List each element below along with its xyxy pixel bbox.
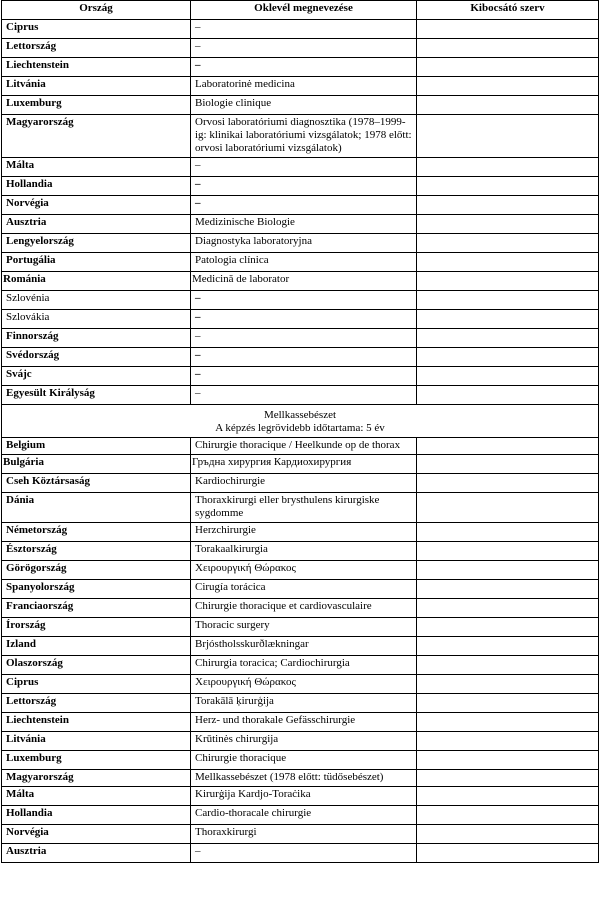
- header-issuer: Kibocsátó szerv: [417, 1, 599, 20]
- title-cell: Χειρουργική Θώρακος: [191, 675, 417, 694]
- issuer-cell: [417, 751, 599, 770]
- table-row: [2, 329, 599, 348]
- title-cell: Chirurgia toracica; Cardiochirurgia: [191, 656, 417, 675]
- issuer-cell: [417, 656, 599, 675]
- table-row: [2, 234, 599, 253]
- title-cell: Krūtinės chirurgija: [191, 732, 417, 751]
- issuer-cell: [417, 732, 599, 751]
- table-row: [2, 561, 599, 580]
- issuer-cell: [417, 272, 599, 291]
- country-cell: Lettország: [2, 694, 191, 713]
- issuer-cell: [417, 310, 599, 329]
- title-cell: Brjóstholsskurðlækningar: [191, 637, 417, 656]
- country-cell: Franciaország: [2, 599, 191, 618]
- country-cell: Egyesült Királyság: [2, 386, 191, 405]
- issuer-cell: [417, 599, 599, 618]
- issuer-cell: [417, 291, 599, 310]
- title-cell: –: [191, 20, 417, 39]
- country-cell: Cseh Köztársaság: [2, 474, 191, 493]
- issuer-cell: [417, 58, 599, 77]
- table-row: [2, 177, 599, 196]
- table-row: [2, 196, 599, 215]
- country-cell: Liechtenstein: [2, 713, 191, 732]
- country-cell: Liechtenstein: [2, 58, 191, 77]
- country-cell: Ciprus: [2, 20, 191, 39]
- issuer-cell: [417, 455, 599, 474]
- title-cell: –: [191, 39, 417, 58]
- issuer-cell: [417, 329, 599, 348]
- section-subtitle: A képzés legrövidebb időtartama: 5 év: [215, 422, 385, 434]
- issuer-cell: [417, 158, 599, 177]
- header-row: [2, 1, 599, 20]
- issuer-cell: [417, 177, 599, 196]
- title-cell: Χειρουργική Θώρακος: [191, 561, 417, 580]
- issuer-cell: [417, 234, 599, 253]
- title-cell: Chirurgie thoracique / Heelkunde op de thorax: [191, 438, 417, 455]
- title-cell: –: [191, 196, 417, 215]
- table-row: [2, 253, 599, 272]
- country-cell: Izland: [2, 637, 191, 656]
- table-row: [2, 58, 599, 77]
- country-cell: Málta: [2, 787, 191, 806]
- table-row: [2, 272, 599, 291]
- table-row: [2, 455, 599, 474]
- country-cell: Belgium: [2, 438, 191, 455]
- title-cell: Patologia clínica: [191, 253, 417, 272]
- issuer-cell: [417, 438, 599, 455]
- table-row: [2, 694, 599, 713]
- country-cell: Lettország: [2, 39, 191, 58]
- table-row: [2, 713, 599, 732]
- title-cell: Herz- und thorakale Gefässchirurgie: [191, 713, 417, 732]
- title-cell: Biologie clinique: [191, 96, 417, 115]
- title-cell: –: [191, 177, 417, 196]
- country-cell: Németország: [2, 523, 191, 542]
- title-cell: Kardiochirurgie: [191, 474, 417, 493]
- issuer-cell: [417, 474, 599, 493]
- table-row: [2, 158, 599, 177]
- title-cell: –: [191, 58, 417, 77]
- country-cell: Litvánia: [2, 77, 191, 96]
- table-row: [2, 474, 599, 493]
- issuer-cell: [417, 253, 599, 272]
- title-cell: Torakaalkirurgia: [191, 542, 417, 561]
- country-cell: Hollandia: [2, 806, 191, 825]
- country-cell: Ausztria: [2, 215, 191, 234]
- table-row: [2, 806, 599, 825]
- title-cell: Cirugía torácica: [191, 580, 417, 599]
- title-cell: –: [191, 367, 417, 386]
- country-cell: Norvégia: [2, 825, 191, 844]
- table-row: [2, 77, 599, 96]
- title-cell: Medizinische Biologie: [191, 215, 417, 234]
- country-cell: Luxemburg: [2, 751, 191, 770]
- country-cell: Olaszország: [2, 656, 191, 675]
- issuer-cell: [417, 580, 599, 599]
- country-cell: Málta: [2, 158, 191, 177]
- country-cell: Spanyolország: [2, 580, 191, 599]
- table-row: [2, 675, 599, 694]
- table-row: [2, 39, 599, 58]
- country-cell: Portugália: [2, 253, 191, 272]
- title-cell: Гръдна хирургия Кардиохирургия: [191, 455, 417, 474]
- title-cell: Thoraxkirurgi: [191, 825, 417, 844]
- country-cell: Lengyelország: [2, 234, 191, 253]
- title-cell: Laboratorinė medicina: [191, 77, 417, 96]
- issuer-cell: [417, 367, 599, 386]
- table-row: [2, 310, 599, 329]
- issuer-cell: [417, 196, 599, 215]
- header-title: Oklevél megnevezése: [191, 1, 417, 20]
- header-country: Ország: [2, 1, 191, 20]
- table-row: [2, 580, 599, 599]
- section-row: [2, 405, 599, 438]
- issuer-cell: [417, 20, 599, 39]
- issuer-cell: [417, 770, 599, 787]
- title-cell: Orvosi laboratóriumi diagnosztika (1978–1999-ig: klinikai laboratóriumi vizsgálatok; 1978 előtt: orvosi laboratóriumi vizsgálatok): [191, 115, 417, 158]
- country-cell: Magyarország: [2, 115, 191, 158]
- country-cell: Görögország: [2, 561, 191, 580]
- issuer-cell: [417, 542, 599, 561]
- country-cell: Magyarország: [2, 770, 191, 787]
- table-row: [2, 656, 599, 675]
- table-row: [2, 493, 599, 523]
- table-row: [2, 20, 599, 39]
- country-cell: Írország: [2, 618, 191, 637]
- title-cell: –: [191, 158, 417, 177]
- table-row: [2, 96, 599, 115]
- table-row: [2, 215, 599, 234]
- issuer-cell: [417, 561, 599, 580]
- table-row: [2, 599, 599, 618]
- issuer-cell: [417, 787, 599, 806]
- table-row: [2, 115, 599, 158]
- country-cell: Hollandia: [2, 177, 191, 196]
- title-cell: –: [191, 310, 417, 329]
- issuer-cell: [417, 713, 599, 732]
- issuer-cell: [417, 806, 599, 825]
- country-cell: Bulgária: [2, 455, 191, 474]
- diploma-table: [1, 0, 599, 863]
- country-cell: Románia: [2, 272, 191, 291]
- title-cell: –: [191, 844, 417, 863]
- issuer-cell: [417, 386, 599, 405]
- issuer-cell: [417, 215, 599, 234]
- country-cell: Szlovákia: [2, 310, 191, 329]
- country-cell: Ausztria: [2, 844, 191, 863]
- title-cell: Herzchirurgie: [191, 523, 417, 542]
- table-row: [2, 732, 599, 751]
- issuer-cell: [417, 825, 599, 844]
- issuer-cell: [417, 637, 599, 656]
- issuer-cell: [417, 493, 599, 523]
- title-cell: Cardio-thoracale chirurgie: [191, 806, 417, 825]
- country-cell: Norvégia: [2, 196, 191, 215]
- table-row: [2, 523, 599, 542]
- table-row: [2, 618, 599, 637]
- issuer-cell: [417, 115, 599, 158]
- title-cell: Thoracic surgery: [191, 618, 417, 637]
- table-row: [2, 787, 599, 806]
- section-title: Mellkassebészet: [263, 409, 337, 421]
- country-cell: Ciprus: [2, 675, 191, 694]
- title-cell: Mellkassebészet (1978 előtt: tüdősebészet): [191, 770, 417, 787]
- table-row: [2, 637, 599, 656]
- table-row: [2, 825, 599, 844]
- issuer-cell: [417, 96, 599, 115]
- country-cell: Svájc: [2, 367, 191, 386]
- issuer-cell: [417, 675, 599, 694]
- table-row: [2, 386, 599, 405]
- section-heading: [2, 405, 599, 438]
- issuer-cell: [417, 39, 599, 58]
- country-cell: Luxemburg: [2, 96, 191, 115]
- country-cell: Finnország: [2, 329, 191, 348]
- country-cell: Svédország: [2, 348, 191, 367]
- title-cell: –: [191, 329, 417, 348]
- title-cell: –: [191, 291, 417, 310]
- issuer-cell: [417, 523, 599, 542]
- country-cell: Észtország: [2, 542, 191, 561]
- issuer-cell: [417, 844, 599, 863]
- table-row: [2, 751, 599, 770]
- title-cell: Kirurġija Kardjo-Toraċika: [191, 787, 417, 806]
- table-row: [2, 542, 599, 561]
- title-cell: Chirurgie thoracique: [191, 751, 417, 770]
- title-cell: Medicină de laborator: [191, 272, 417, 291]
- country-cell: Litvánia: [2, 732, 191, 751]
- country-cell: Szlovénia: [2, 291, 191, 310]
- country-cell: Dánia: [2, 493, 191, 523]
- table-row: [2, 770, 599, 787]
- table-row: [2, 291, 599, 310]
- issuer-cell: [417, 77, 599, 96]
- title-cell: Torakālā ķirurģija: [191, 694, 417, 713]
- title-cell: Thoraxkirurgi eller brysthulens kirurgiske sygdomme: [191, 493, 417, 523]
- title-cell: –: [191, 348, 417, 367]
- table-row: [2, 367, 599, 386]
- title-cell: –: [191, 386, 417, 405]
- title-cell: Diagnostyka laboratoryjna: [191, 234, 417, 253]
- title-cell: Chirurgie thoracique et cardiovasculaire: [191, 599, 417, 618]
- table-row: [2, 844, 599, 863]
- issuer-cell: [417, 618, 599, 637]
- table-row: [2, 348, 599, 367]
- issuer-cell: [417, 348, 599, 367]
- table-row: [2, 438, 599, 455]
- issuer-cell: [417, 694, 599, 713]
